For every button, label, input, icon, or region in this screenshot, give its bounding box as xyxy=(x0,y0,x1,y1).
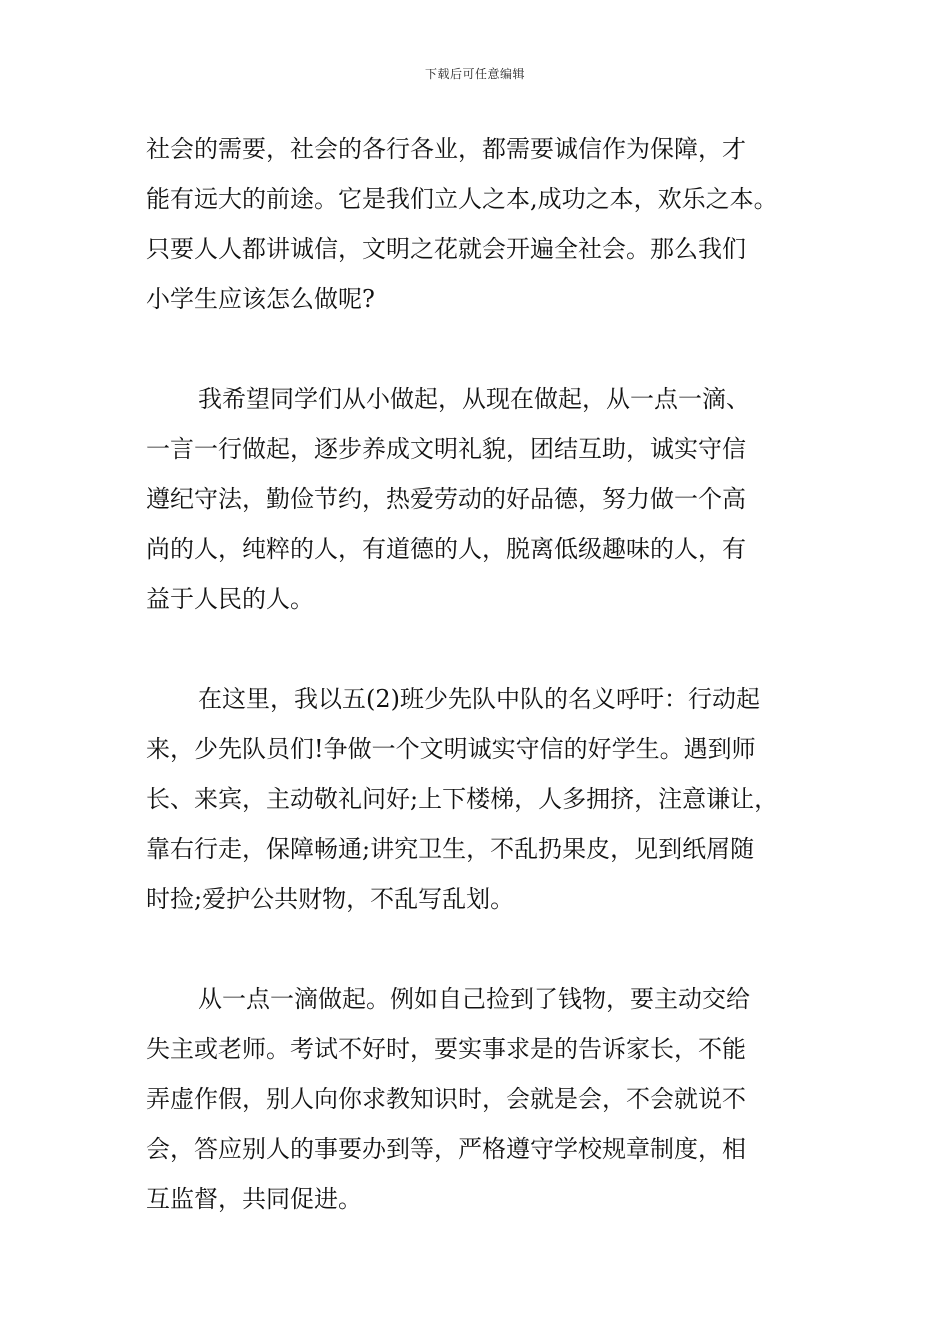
paragraph-line: 互监督，共同促进。 xyxy=(146,1185,362,1213)
paragraph-line: 一言一行做起，逐步养成文明礼貌，团结互助，诚实守信 xyxy=(146,435,746,463)
paragraph-line: 我希望同学们从小做起，从现在做起，从一点一滴、 xyxy=(198,385,750,413)
document-body xyxy=(146,124,826,1224)
paragraph-line: 尚的人，纯粹的人，有道德的人，脱离低级趣味的人，有 xyxy=(146,535,746,563)
paragraph-line: 弄虚作假，别人向你求教知识时，会就是会，不会就说不 xyxy=(146,1085,746,1113)
paragraph-line: 益于人民的人。 xyxy=(146,585,314,613)
paragraph-line: 遵纪守法，勤俭节约，热爱劳动的好品德，努力做一个高 xyxy=(146,485,746,513)
paragraph-line: 会，答应别人的事要办到等，严格遵守学校规章制度，相 xyxy=(146,1135,746,1163)
paragraph-line: 长、来宾，主动敬礼问好;上下楼梯，人多拥挤，注意谦让， xyxy=(146,785,779,813)
paragraph-line: 时捡;爱护公共财物，不乱写乱划。 xyxy=(146,885,515,913)
paragraph-spacer xyxy=(146,624,826,674)
paragraph-1 xyxy=(146,124,826,324)
header-note: 下载后可任意编辑 xyxy=(424,67,525,81)
paragraph-4 xyxy=(146,974,826,1224)
paragraph-line: 小学生应该怎么做呢? xyxy=(146,285,375,313)
paragraph-spacer xyxy=(146,924,826,974)
paragraph-3 xyxy=(146,674,826,924)
paragraph-line: 在这里，我以五(2)班少先队中队的名义呼吁：行动起 xyxy=(198,685,760,713)
paragraph-line: 靠右行走，保障畅通;讲究卫生，不乱扔果皮，见到纸屑随 xyxy=(146,835,755,863)
paragraph-line: 从一点一滴做起。例如自己捡到了钱物，要主动交给 xyxy=(198,985,750,1013)
paragraph-2 xyxy=(146,374,826,624)
paragraph-spacer xyxy=(146,324,826,374)
paragraph-line: 社会的需要，社会的各行各业，都需要诚信作为保障，才 xyxy=(146,135,746,163)
paragraph-line: 失主或老师。考试不好时，要实事求是的告诉家长，不能 xyxy=(146,1035,746,1063)
paragraph-line: 只要人人都讲诚信，文明之花就会开遍全社会。那么我们 xyxy=(146,235,746,263)
paragraph-line: 来，少先队员们!争做一个文明诚实守信的好学生。遇到师 xyxy=(146,735,756,763)
paragraph-line: 能有远大的前途。它是我们立人之本,成功之本，欢乐之本。 xyxy=(146,185,778,213)
